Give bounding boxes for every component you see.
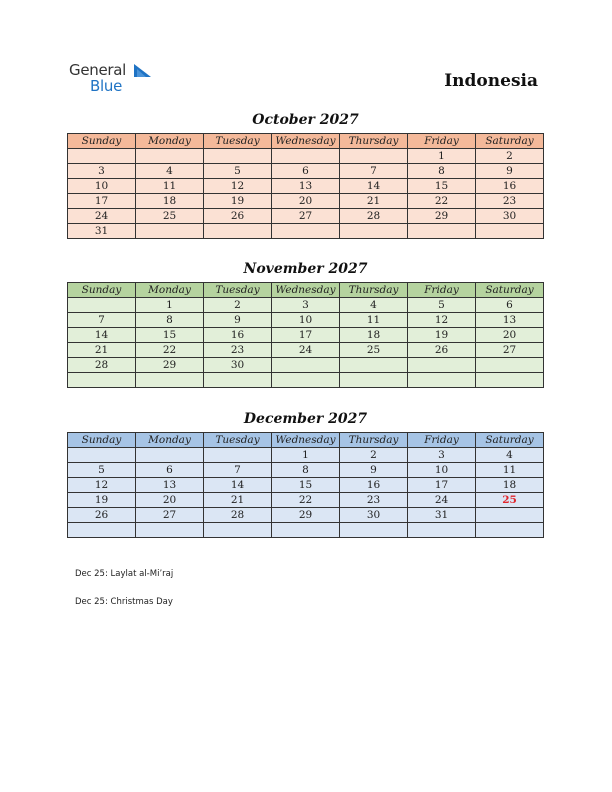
day-cell: 1 (408, 149, 476, 164)
week-row (68, 209, 544, 224)
day-cell: 8 (272, 463, 340, 478)
day-cell: 7 (340, 164, 408, 179)
weekday-header: Friday (408, 134, 476, 149)
day-cell: 19 (204, 194, 272, 209)
week-row (68, 448, 544, 463)
empty-day-cell (68, 298, 136, 313)
day-cell: 15 (136, 328, 204, 343)
day-cell: 7 (204, 463, 272, 478)
empty-day-cell (68, 373, 136, 388)
day-cell: 28 (340, 209, 408, 224)
week-row (68, 493, 544, 508)
empty-day-cell (68, 149, 136, 164)
day-cell: 13 (272, 179, 340, 194)
weekday-header: Wednesday (272, 134, 340, 149)
day-cell: 13 (136, 478, 204, 493)
day-cell: 13 (476, 313, 544, 328)
generalblue-logo (69, 61, 159, 97)
day-cell: 24 (68, 209, 136, 224)
week-row (68, 313, 544, 328)
weekday-header: Thursday (340, 433, 408, 448)
day-cell: 3 (272, 298, 340, 313)
day-cell: 21 (340, 194, 408, 209)
weekday-header: Monday (136, 134, 204, 149)
day-cell: 24 (272, 343, 340, 358)
empty-day-cell (204, 523, 272, 538)
weekday-header: Monday (136, 283, 204, 298)
day-cell: 16 (204, 328, 272, 343)
day-cell: 6 (476, 298, 544, 313)
week-row (68, 463, 544, 478)
week-row (68, 194, 544, 209)
day-cell: 18 (340, 328, 408, 343)
weekday-header: Friday (408, 283, 476, 298)
day-cell: 16 (476, 179, 544, 194)
country-title: Indonesia (444, 71, 538, 91)
day-cell: 3 (68, 164, 136, 179)
day-cell: 5 (68, 463, 136, 478)
weekday-header: Thursday (340, 283, 408, 298)
weekday-header: Saturday (476, 134, 544, 149)
calendar-october (67, 133, 544, 239)
day-cell: 20 (476, 328, 544, 343)
week-row (68, 373, 544, 388)
day-cell: 17 (68, 194, 136, 209)
day-cell: 1 (136, 298, 204, 313)
day-cell: 4 (340, 298, 408, 313)
logo-general-text: General (69, 61, 127, 79)
day-cell: 5 (408, 298, 476, 313)
empty-day-cell (408, 224, 476, 239)
empty-day-cell (476, 373, 544, 388)
weekday-header: Tuesday (204, 134, 272, 149)
day-cell: 20 (272, 194, 340, 209)
empty-day-cell (204, 149, 272, 164)
empty-day-cell (204, 373, 272, 388)
day-cell: 2 (204, 298, 272, 313)
day-cell: 18 (476, 478, 544, 493)
weekday-header: Tuesday (204, 283, 272, 298)
day-cell: 23 (204, 343, 272, 358)
week-row (68, 164, 544, 179)
weekday-header: Sunday (68, 134, 136, 149)
day-cell: 9 (340, 463, 408, 478)
empty-day-cell (272, 224, 340, 239)
day-cell: 23 (476, 194, 544, 209)
week-row (68, 298, 544, 313)
day-cell: 15 (272, 478, 340, 493)
empty-day-cell (204, 224, 272, 239)
day-cell: 22 (408, 194, 476, 209)
empty-day-cell (272, 373, 340, 388)
weekday-header: Friday (408, 433, 476, 448)
empty-day-cell (340, 149, 408, 164)
empty-day-cell (136, 373, 204, 388)
day-cell: 14 (340, 179, 408, 194)
day-cell: 24 (408, 493, 476, 508)
day-cell: 26 (204, 209, 272, 224)
day-cell: 2 (476, 149, 544, 164)
empty-day-cell (204, 448, 272, 463)
day-cell: 29 (272, 508, 340, 523)
empty-day-cell (68, 448, 136, 463)
weekday-header: Wednesday (272, 283, 340, 298)
weekday-header: Monday (136, 433, 204, 448)
day-cell: 19 (408, 328, 476, 343)
week-row (68, 224, 544, 239)
day-cell: 27 (476, 343, 544, 358)
empty-day-cell (68, 523, 136, 538)
day-cell: 11 (136, 179, 204, 194)
day-cell: 27 (136, 508, 204, 523)
empty-day-cell (476, 523, 544, 538)
day-cell: 1 (272, 448, 340, 463)
day-cell: 17 (408, 478, 476, 493)
empty-day-cell (476, 508, 544, 523)
weekday-header: Sunday (68, 283, 136, 298)
empty-day-cell (340, 224, 408, 239)
day-cell: 10 (68, 179, 136, 194)
day-cell: 7 (68, 313, 136, 328)
day-cell: 25 (340, 343, 408, 358)
day-cell: 31 (408, 508, 476, 523)
day-cell: 25 (136, 209, 204, 224)
empty-day-cell (272, 523, 340, 538)
day-cell: 9 (204, 313, 272, 328)
day-cell: 11 (340, 313, 408, 328)
logo-triangle-icon (134, 64, 152, 78)
day-cell: 3 (408, 448, 476, 463)
day-cell: 21 (68, 343, 136, 358)
day-cell: 23 (340, 493, 408, 508)
day-cell: 17 (272, 328, 340, 343)
day-cell: 19 (68, 493, 136, 508)
day-cell: 28 (204, 508, 272, 523)
day-cell: 26 (68, 508, 136, 523)
holiday-note: Dec 25: Christmas Day (75, 597, 173, 607)
week-row (68, 179, 544, 194)
empty-day-cell (136, 448, 204, 463)
calendar-november (67, 282, 544, 388)
day-cell: 30 (476, 209, 544, 224)
week-row (68, 149, 544, 164)
day-cell: 30 (340, 508, 408, 523)
empty-day-cell (136, 224, 204, 239)
day-cell: 15 (408, 179, 476, 194)
holiday-day-cell: 25 (476, 493, 544, 508)
weekday-header: Sunday (68, 433, 136, 448)
day-cell: 22 (272, 493, 340, 508)
weekday-header: Saturday (476, 283, 544, 298)
empty-day-cell (340, 358, 408, 373)
empty-day-cell (476, 224, 544, 239)
day-cell: 2 (340, 448, 408, 463)
day-cell: 20 (136, 493, 204, 508)
empty-day-cell (272, 358, 340, 373)
day-cell: 10 (408, 463, 476, 478)
week-row (68, 523, 544, 538)
week-row (68, 508, 544, 523)
day-cell: 11 (476, 463, 544, 478)
day-cell: 6 (272, 164, 340, 179)
month-title-october: October 2027 (252, 112, 359, 128)
empty-day-cell (272, 149, 340, 164)
week-row (68, 343, 544, 358)
empty-day-cell (476, 358, 544, 373)
day-cell: 18 (136, 194, 204, 209)
day-cell: 4 (476, 448, 544, 463)
day-cell: 29 (408, 209, 476, 224)
day-cell: 31 (68, 224, 136, 239)
empty-day-cell (408, 373, 476, 388)
day-cell: 4 (136, 164, 204, 179)
day-cell: 10 (272, 313, 340, 328)
day-cell: 6 (136, 463, 204, 478)
day-cell: 14 (68, 328, 136, 343)
day-cell: 12 (204, 179, 272, 194)
calendar-december (67, 432, 544, 538)
day-cell: 16 (340, 478, 408, 493)
weekday-header: Thursday (340, 134, 408, 149)
weekday-header: Wednesday (272, 433, 340, 448)
day-cell: 5 (204, 164, 272, 179)
empty-day-cell (136, 149, 204, 164)
weekday-header: Saturday (476, 433, 544, 448)
week-row (68, 358, 544, 373)
day-cell: 8 (136, 313, 204, 328)
holiday-note: Dec 25: Laylat al-Mi’raj (75, 569, 174, 579)
day-cell: 30 (204, 358, 272, 373)
day-cell: 27 (272, 209, 340, 224)
month-title-december: December 2027 (243, 411, 368, 427)
empty-day-cell (136, 523, 204, 538)
day-cell: 28 (68, 358, 136, 373)
week-row (68, 328, 544, 343)
day-cell: 22 (136, 343, 204, 358)
week-row (68, 478, 544, 493)
month-title-november: November 2027 (243, 261, 368, 277)
day-cell: 9 (476, 164, 544, 179)
empty-day-cell (408, 358, 476, 373)
day-cell: 29 (136, 358, 204, 373)
weekday-header: Tuesday (204, 433, 272, 448)
empty-day-cell (340, 523, 408, 538)
day-cell: 26 (408, 343, 476, 358)
day-cell: 12 (408, 313, 476, 328)
empty-day-cell (408, 523, 476, 538)
day-cell: 12 (68, 478, 136, 493)
logo-blue-text: Blue (90, 77, 122, 95)
empty-day-cell (340, 373, 408, 388)
day-cell: 21 (204, 493, 272, 508)
day-cell: 14 (204, 478, 272, 493)
day-cell: 8 (408, 164, 476, 179)
